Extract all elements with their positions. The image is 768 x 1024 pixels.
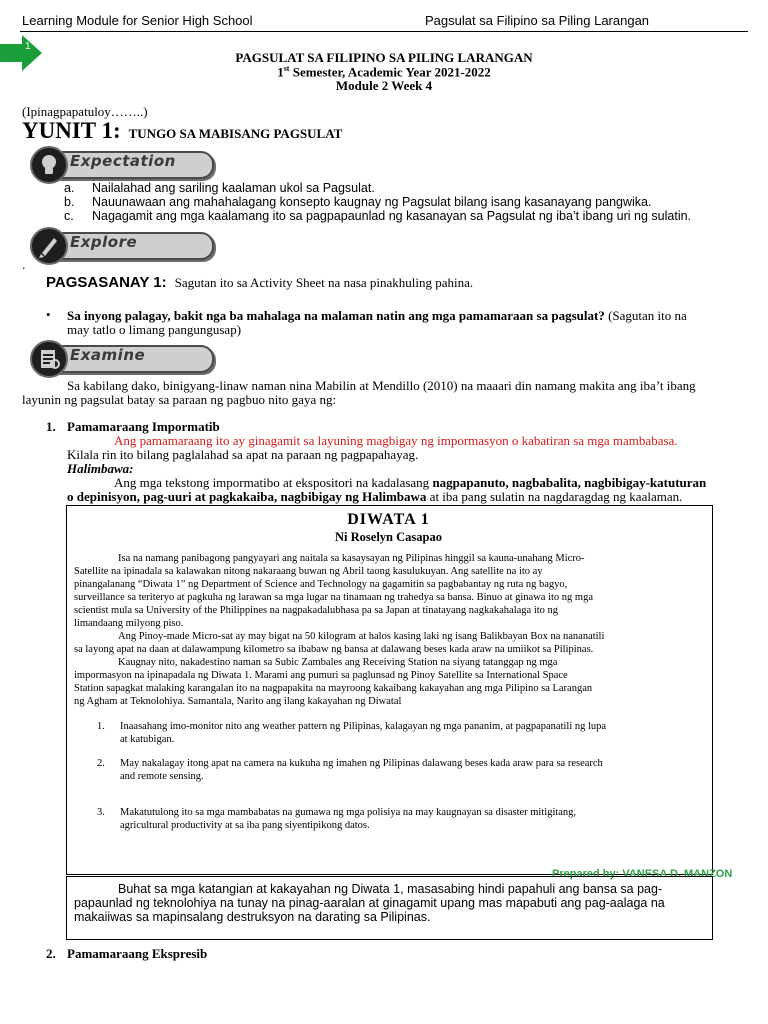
section2-title: Pamamaraang Ekspresib: [67, 946, 208, 961]
article-list-item-2-line-1: May nakalagay itong apat na camera na kukuha ng imahen ng Pilipinas dalawang beses kada araw para sa research: [120, 758, 603, 769]
article-p1-line-1: Isa na namang panibagong pangyayari ang naitala sa kasaysayan ng Pilipinas hinggil sa kauna-unahang Micro-: [118, 553, 585, 564]
article-list-item-1-line-2: at katubigan.: [120, 734, 175, 745]
conclusion-line-1: Buhat sa mga katangian at kakayahan ng Diwata 1, masasabing hindi papahuli ang bansa sa pag-: [118, 882, 663, 896]
article-list-number-2: 2.: [97, 758, 105, 769]
article-author: Ni Roselyn Casapao: [335, 530, 442, 544]
lightbulb-icon: [30, 146, 68, 184]
section1-number: 1.: [46, 419, 56, 434]
module-week: Module 2 Week 4: [335, 78, 433, 93]
article-p1-line-2: Satellite na ipinadala sa kalawakan nitong nakaraang buwan ng Abril taong kasulukuyan. Ang satellite na ito ay: [74, 566, 543, 577]
pagsasanay-line: [46, 274, 473, 292]
question-line-2: may tatlo o limang pangungusap): [67, 322, 242, 337]
article-p3-line-4: ng Agham at Teknolohiya. Samantala, Narito ang ilang kakayahan ng Diwatal: [74, 696, 402, 707]
examine-title: Examine: [70, 346, 146, 364]
header-module-label: Learning Module for Senior High School: [22, 13, 253, 28]
rocket-icon: [30, 227, 68, 265]
expectation-letter-b: b.: [64, 195, 75, 209]
expectation-letter-c: c.: [64, 209, 74, 223]
section1-line-2: Kilala rin ito bilang paglalahad sa apat na paraan ng pagpapahayag.: [67, 447, 419, 462]
pagsasanay-instruction: Sagutan ito sa Activity Sheet na nasa pinakhuling pahina.: [174, 275, 474, 290]
header-subject-label: Pagsulat sa Filipino sa Piling Larangan: [425, 13, 650, 28]
article-p1-line-3: pinangalanang “Diwata 1” ng Department of Science and Technology na gagamitin sa pagbabantay ng ruta ng bagyo,: [74, 579, 568, 590]
article-p2-line-1: Ang Pinoy-made Micro-sat ay may bigat na 50 kilogram at halos kasing laki ng isang Balikbayan Box na nananatili: [118, 631, 605, 642]
section1-title: Pamamaraang Impormatib: [67, 419, 220, 434]
article-p3-line-1: Kaugnay nito, nakadestino naman sa Subic Zambales ang Receiving Station na siyang tatanggap ng mga: [118, 657, 558, 668]
expectation-title: Expectation: [70, 152, 176, 170]
unit-label: YUNIT 1:: [22, 118, 121, 143]
article-p1-line-6: limandaang milyong piso.: [74, 618, 184, 629]
explore-dot: .: [22, 258, 26, 272]
expectation-item-c: Nagagamit ang mga kaalamang ito sa pagpapaunlad ng kasanayan sa Pagsulat ng iba’t ibang uri ng sulatin.: [92, 209, 692, 223]
question-line-1: Sa inyong palagay, bakit nga ba mahalaga na malaman natin ang mga pamamaraan sa pagsulat? (Sagutan ito na: [67, 308, 687, 323]
page-number: 1: [25, 41, 31, 52]
unit-heading: [22, 118, 342, 144]
expectation-banner: [30, 146, 212, 182]
examine-intro-line-2: layunin ng pagsulat batay sa paraan ng pagbuo nito gaya ng:: [22, 392, 337, 407]
question-bullet: •: [46, 307, 51, 322]
examine-banner: [30, 340, 212, 376]
pagsasanay-label: PAGSASANAY 1:: [46, 274, 167, 291]
example-line-1: Ang mga tekstong impormatibo at ekspositori na kadalasang nagpapanuto, nagbabalita, nagbibigay-katuturan: [114, 475, 707, 490]
expectation-item-a: Nailalahad ang sariling kaalaman ukol sa Pagsulat.: [92, 181, 375, 195]
article-title: DIWATA 1: [347, 511, 430, 528]
article-list-item-1-line-1: Inaasahang imo-monitor nito ang weather pattern ng Pilipinas, kalagayan ng mga pananim, at pagpapanatili ng lupa: [120, 721, 607, 732]
article-list-number-1: 1.: [97, 721, 105, 732]
expectation-item-b: Nauunawaan ang mahahalagang konsepto kaugnay ng Pagsulat bilang isang kasanayang pangwika.: [92, 195, 652, 209]
continued-note: (Ipinagpapatuloy……..): [22, 104, 148, 119]
examine-intro-line-1: Sa kabilang dako, binigyang-linaw naman nina Mabilin at Mendillo (2010) na maaari din namang makita ang iba’t ibang: [67, 378, 696, 393]
article-list-item-3-line-1: Makatutulong ito sa mga mambabatas na gumawa ng mga polisiya na may kaugnayan sa disaster mitigitang,: [120, 807, 577, 818]
explore-title: Explore: [70, 233, 138, 251]
document-icon: [30, 340, 68, 378]
section1-definition: Ang pamamaraang ito ay ginagamit sa layuning magbigay ng impormasyon o kabatiran sa mga mambabasa.: [114, 433, 678, 448]
example-line-2: o depinisyon, pag-uuri at pagkakaiba, nagbibigay ng Halimbawa at iba pang sulatin na nagdaragdag ng kaalaman.: [67, 489, 683, 504]
halimbawa-label: Halimbawa:: [67, 461, 134, 476]
article-p3-line-2: impormasyon na ipinapadala ng Diwata 1. Marami ang pumuri sa paglunsad ng Pinoy Satellite sa International Space: [74, 670, 568, 681]
semester-line: 1st Semester, Academic Year 2021-2022: [277, 64, 491, 80]
conclusion-line-2: papaunlad ng teknolohiya na tunay na pinag-aaralan at ginagamit upang mas mapabuti ang pag-aalaga na: [74, 896, 665, 910]
article-list-item-2-line-2: and remote sensing.: [120, 771, 204, 782]
article-p2-line-2: sa layong apat na daan at dalawampung kilometro sa ibabaw ng bansa at dalawang beses kada araw na umiikot sa Pilipinas.: [74, 644, 594, 655]
unit-title: TUNGO SA MABISANG PAGSULAT: [128, 126, 343, 141]
article-p3-line-3: Station sapagkat malaking karangalan ito na nagpapakita na mayroong kakaibang kakayahan ang mga Pilipino sa Larangan: [74, 683, 593, 694]
prepared-by-watermark: Prepared by: VANESA D. MANZON: [552, 868, 733, 880]
section2-number: 2.: [46, 946, 56, 961]
conclusion-line-3: makaiiwas sa mapinsalang destruksyon na darating sa Pilipinas.: [74, 910, 431, 924]
course-title: PAGSULAT SA FILIPINO SA PILING LARANGAN: [235, 50, 533, 65]
article-list-item-3-line-2: agricultural productivity at sa iba pang siyentipikong datos.: [120, 820, 370, 831]
article-p1-line-4: surveillance sa teriteryo at pagkuha ng larawan sa mga lugar na tinamaan ng trahedya sa bansa. Binuo at ginawa ito ng mga: [74, 592, 593, 603]
explore-banner: [30, 227, 212, 263]
article-p1-line-5: scientist mula sa University of the Philippines na nagpakadalubhasa pa sa Japan at tinatayang nagkakahalaga ito ng: [74, 605, 559, 616]
header-divider: [20, 31, 748, 32]
article-list-number-3: 3.: [97, 807, 105, 818]
expectation-letter-a: a.: [64, 181, 75, 195]
